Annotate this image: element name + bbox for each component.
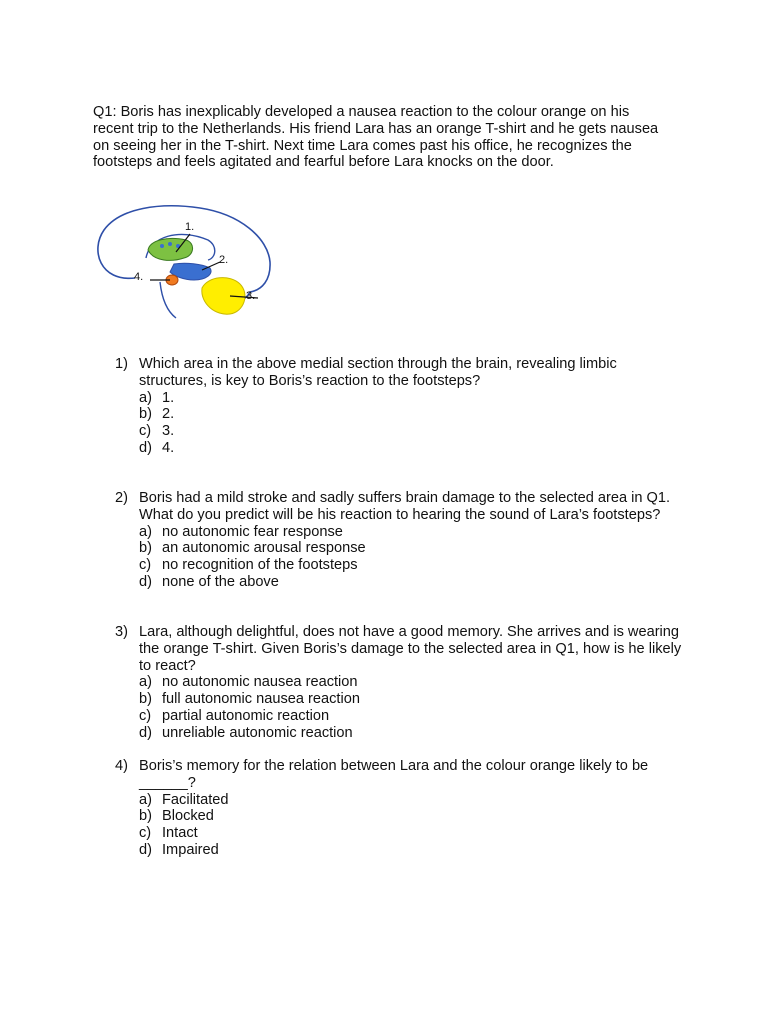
question-number: 3) [115,624,128,640]
option-c [139,557,685,574]
option-b [139,406,685,423]
option-letter: a) [139,389,152,406]
green-dot [168,242,172,246]
label-3: 3. [246,290,256,302]
brainstem-outline [160,282,176,318]
option-letter: b) [139,540,152,557]
option-text: 1. [162,389,175,406]
option-a [139,524,685,541]
option-text: no recognition of the footsteps [162,557,358,574]
option-letter: d) [139,573,152,590]
option-text: Blocked [162,808,214,825]
option-letter: a) [139,523,152,540]
question-3 [115,624,685,742]
option-letter: c) [139,707,152,724]
option-b [139,808,685,825]
question-number: 4) [115,758,128,774]
question-stem: Boris’s memory for the relation between Lara and the colour orange likely to be ______? [139,758,649,791]
option-text: 4. [162,439,175,456]
label-1: 1. [185,221,195,233]
option-text: Intact [162,825,198,842]
question-stem: Lara, although delightful, does not have a good memory. She arrives and is wearing the orange T-shirt. Given Boris’s damage to the selected area in Q1, how is he likely to react? [139,624,682,674]
question-number: 2) [115,490,128,506]
option-letter: b) [139,406,152,423]
option-letter: a) [139,791,152,808]
option-d [139,574,685,591]
option-c [139,825,685,842]
question-intro: Q1: Boris has inexplicably developed a nausea reaction to the colour orange on his recent trip to the Netherlands. His friend Lara has an orange T-shirt and he gets nausea on seeing her in the T-shirt. Next time Lara comes past his office, he recognizes the footsteps and feels agitated and fearful before Lara knocks on the door. [93,104,659,171]
question-number: 1) [115,356,128,372]
question-stem: Boris had a mild stroke and sadly suffers brain damage to the selected area in Q1. What do you predict will be his reaction to hearing the sound of Lara’s footsteps? [139,490,671,523]
option-text: unreliable autonomic reaction [162,724,353,741]
option-letter: d) [139,841,152,858]
option-d [139,725,685,742]
option-b [139,540,685,557]
option-text: an autonomic arousal response [162,540,366,557]
option-d [139,440,685,457]
option-c [139,708,685,725]
option-letter: b) [139,808,152,825]
option-b [139,691,685,708]
green-dot [160,244,164,248]
yellow-structure [202,278,245,315]
option-text: partial autonomic reaction [162,707,330,724]
option-c [139,423,685,440]
question-1 [115,356,685,457]
option-a [139,792,685,809]
option-letter: d) [139,724,152,741]
option-letter: d) [139,439,152,456]
option-letter: c) [139,557,152,574]
option-text: Impaired [162,841,219,858]
question-2 [115,490,685,591]
label-4: 4. [134,271,144,283]
question-4 [115,758,685,859]
option-text: none of the above [162,573,279,590]
option-text: Facilitated [162,791,229,808]
option-text: no autonomic fear response [162,523,343,540]
green-structure [148,238,193,260]
option-text: 2. [162,406,175,423]
option-d [139,842,685,859]
option-text: full autonomic nausea reaction [162,691,360,708]
option-letter: c) [139,423,152,440]
option-letter: b) [139,691,152,708]
brain-medial-section [90,200,280,325]
option-a [139,390,685,407]
option-text: 3. [162,423,175,440]
brain-diagram [90,200,280,325]
option-text: no autonomic nausea reaction [162,674,358,691]
question-stem: Which area in the above medial section through the brain, revealing limbic structures, is key to Boris’s reaction to the footsteps? [139,356,617,389]
option-letter: a) [139,674,152,691]
option-a [139,674,685,691]
label-2: 2. [219,254,229,266]
option-letter: c) [139,825,152,842]
